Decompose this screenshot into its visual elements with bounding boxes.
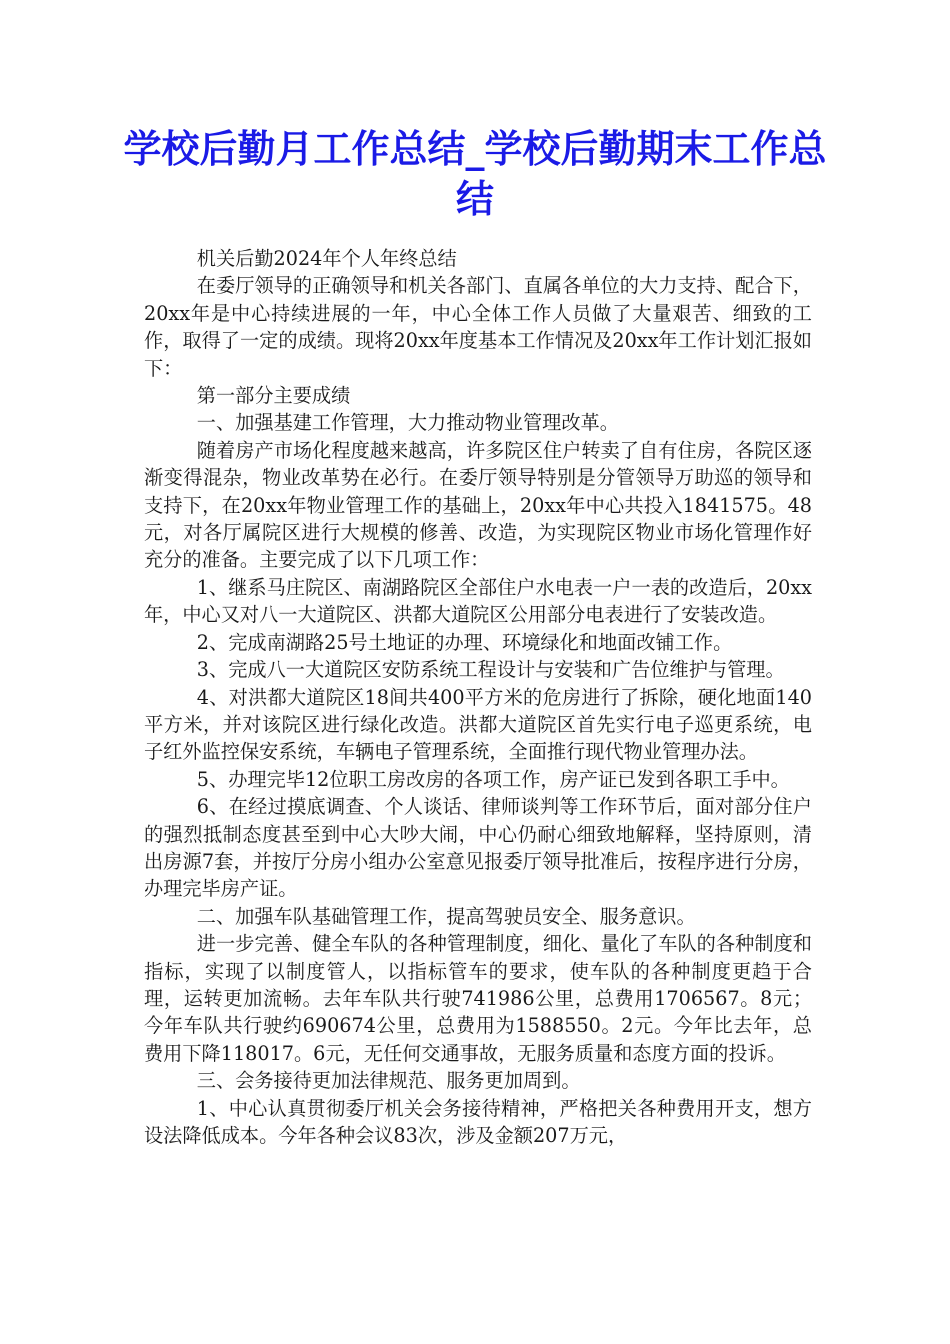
document-title: 学校后勤月工作总结_学校后勤期末工作总结 — [123, 126, 827, 221]
paragraph: 进一步完善、健全车队的各种管理制度，细化、量化了车队的各种制度和指标，实现了以制度管人，以指标管车的要求，使车队的各种制度更趋于合理，运转更加流畅。去年车队共行驶741986公里，总费用1706567。8元；今年车队共行驶约690674公里，总费用为1588550。2元。今年比去年，总费用下降118017。6元，无任何交通事故，无服务质量和态度方面的投诉。 — [144, 932, 812, 1065]
document-body — [144, 245, 812, 1149]
subsection-heading: 二、加强车队基础管理工作，提高驾驶员安全、服务意识。 — [196, 904, 696, 928]
list-item: 6、在经过摸底调查、个人谈话、律师谈判等工作环节后，面对部分住户的强烈抵制态度甚至到中心大吵大闹，中心仍耐心细致地解释，坚持原则，清出房源7套，并按厅分房小组办公室意见报委厅领导批准后，按程序进行分房，办理完毕房产证。 — [144, 795, 812, 901]
list-item: 1、中心认真贯彻委厅机关会务接待精神，严格把关各种费用开支，想方设法降低成本。今年各种会议83次，涉及金额207万元， — [144, 1096, 812, 1147]
paragraph: 随着房产市场化程度越来越高，许多院区住户转卖了自有住房，各院区逐渐变得混杂，物业改革势在必行。在委厅领导特别是分管领导万助巡的领导和支持下，在20xx年物业管理工作的基础上，20xx年中心共投入1841575。48元，对各厅属院区进行大规模的修善、改造，为实现院区物业市场化管理作好充分的准备。主要完成了以下几项工作： — [144, 438, 812, 572]
paragraph: 机关后勤2024年个人年终总结 — [196, 247, 457, 270]
list-item: 3、完成八一大道院区安防系统工程设计与安装和广告位维护与管理。 — [196, 658, 785, 682]
subsection-heading: 一、加强基建工作管理，大力推动物业管理改革。 — [196, 411, 619, 435]
list-item: 2、完成南湖路25号土地证的办理、环境绿化和地面改铺工作。 — [196, 630, 733, 654]
section-heading: 第一部分主要成绩 — [196, 384, 351, 408]
list-item: 1、继系马庄院区、南湖路院区全部住户水电表一户一表的改造后，20xx年，中心又对八一大道院区、洪都大道院区公用部分电表进行了安装改造。 — [144, 575, 812, 627]
list-item: 5、办理完毕12位职工房改房的各项工作，房产证已发到各职工手中。 — [196, 767, 790, 791]
subsection-heading: 三、会务接待更加法律规范、服务更加周到。 — [196, 1069, 581, 1093]
list-item: 4、对洪都大道院区18间共400平方米的危房进行了拆除，硬化地面140平方米，并对该院区进行绿化改造。洪都大道院区首先实行电子巡更系统，电子红外监控保安系统，车辆电子管理系统，全面推行现代物业管理办法。 — [144, 685, 812, 764]
paragraph: 在委厅领导的正确领导和机关各部门、直属各单位的大力支持、配合下，20xx年是中心持续进展的一年，中心全体工作人员做了大量艰苦、细致的工作，取得了一定的成绩。现将20xx年度基本工作情况及20xx年工作计划汇报如下： — [144, 274, 812, 380]
